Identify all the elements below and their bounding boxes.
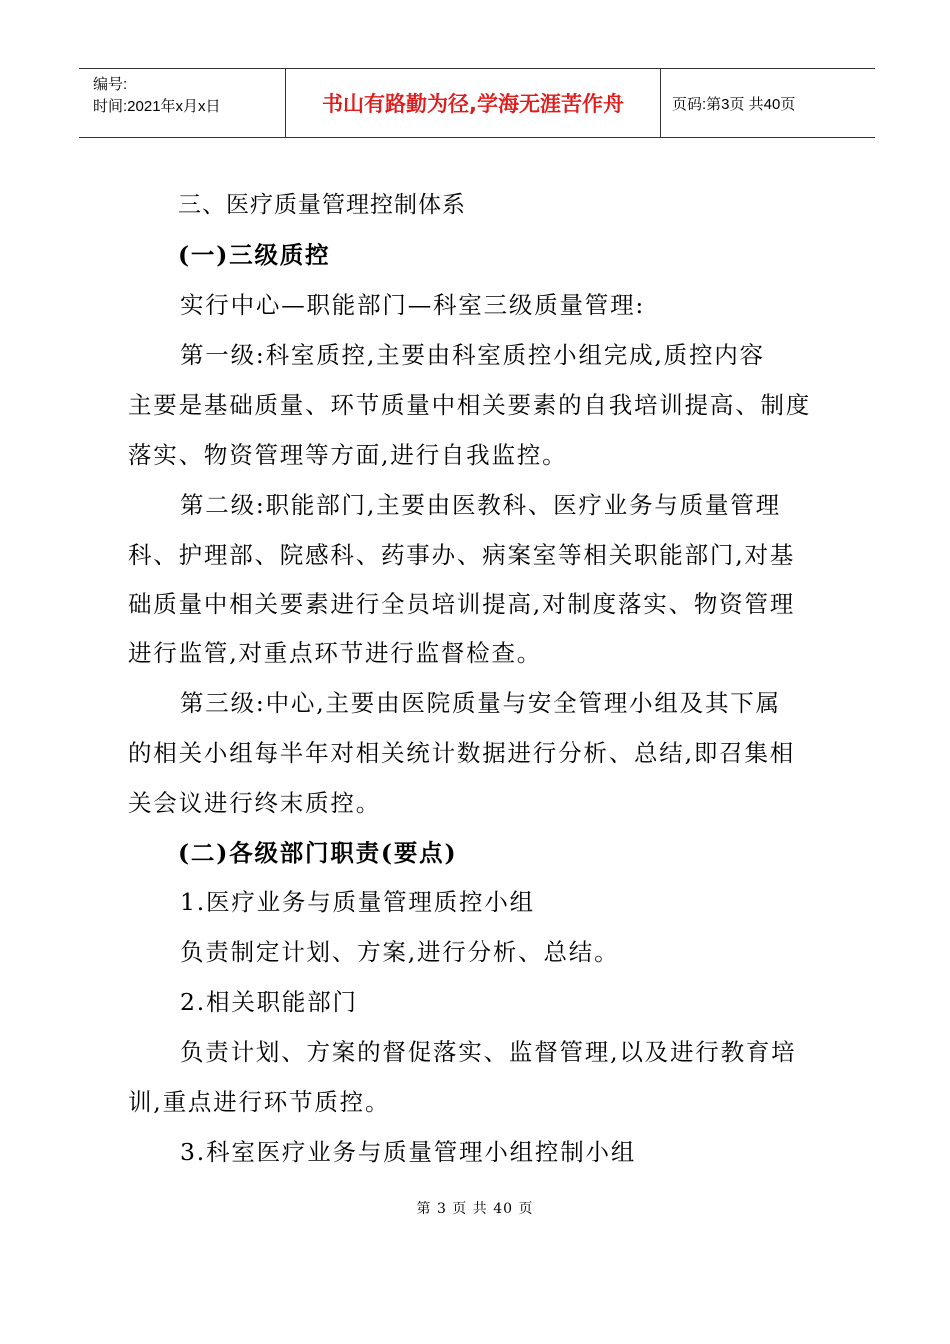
header-table xyxy=(79,68,875,138)
level1-line-1: 第一级:科室质控,主要由科室质控小组完成,质控内容 xyxy=(180,341,765,369)
level2-line-2: 科、护理部、院感科、药事办、病案室等相关职能部门,对基 xyxy=(128,541,796,569)
subsection-title-2: (二)各级部门职责(要点) xyxy=(178,839,458,867)
intro-paragraph: 实行中心—职能部门—科室三级质量管理: xyxy=(180,291,646,319)
section-title: 三、医疗质量管理控制体系 xyxy=(178,192,466,218)
time-label: 时间:2021年x月x日 xyxy=(93,98,221,115)
item2-description-line-1: 负责计划、方案的督促落实、监督管理,以及进行教育培 xyxy=(180,1038,797,1066)
level1-line-3: 落实、物资管理等方面,进行自我监控。 xyxy=(128,441,568,469)
level2-line-1: 第二级:职能部门,主要由医教科、医疗业务与质量管理 xyxy=(180,491,781,519)
item1-description: 负责制定计划、方案,进行分析、总结。 xyxy=(180,938,620,966)
header-page-info: 页码:第3页 共40页 xyxy=(672,95,796,113)
subsection-title-1: (一)三级质控 xyxy=(178,241,331,269)
item1-title: 1.医疗业务与质量管理质控小组 xyxy=(180,888,535,916)
item2-title: 2.相关职能部门 xyxy=(180,988,358,1016)
number-label: 编号: xyxy=(93,76,128,93)
header-meta-cell xyxy=(79,69,285,137)
level3-line-1: 第三级:中心,主要由医院质量与安全管理小组及其下属 xyxy=(180,689,781,717)
level3-line-3: 关会议进行终末质控。 xyxy=(128,789,381,817)
level2-line-4: 进行监管,对重点环节进行监督检查。 xyxy=(128,639,543,667)
page-footer: 第 3 页 共 40 页 xyxy=(416,1201,534,1217)
item2-description-line-2: 训,重点进行环节质控。 xyxy=(128,1088,391,1116)
header-motto: 书山有路勤为径,学海无涯苦作舟 xyxy=(285,69,661,137)
item3-title: 3.科室医疗业务与质量管理小组控制小组 xyxy=(180,1138,637,1166)
level2-line-3: 础质量中相关要素进行全员培训提高,对制度落实、物资管理 xyxy=(128,590,796,618)
level3-line-2: 的相关小组每半年对相关统计数据进行分析、总结,即召集相 xyxy=(128,739,796,767)
level1-line-2: 主要是基础质量、环节质量中相关要素的自我培训提高、制度 xyxy=(128,391,812,419)
